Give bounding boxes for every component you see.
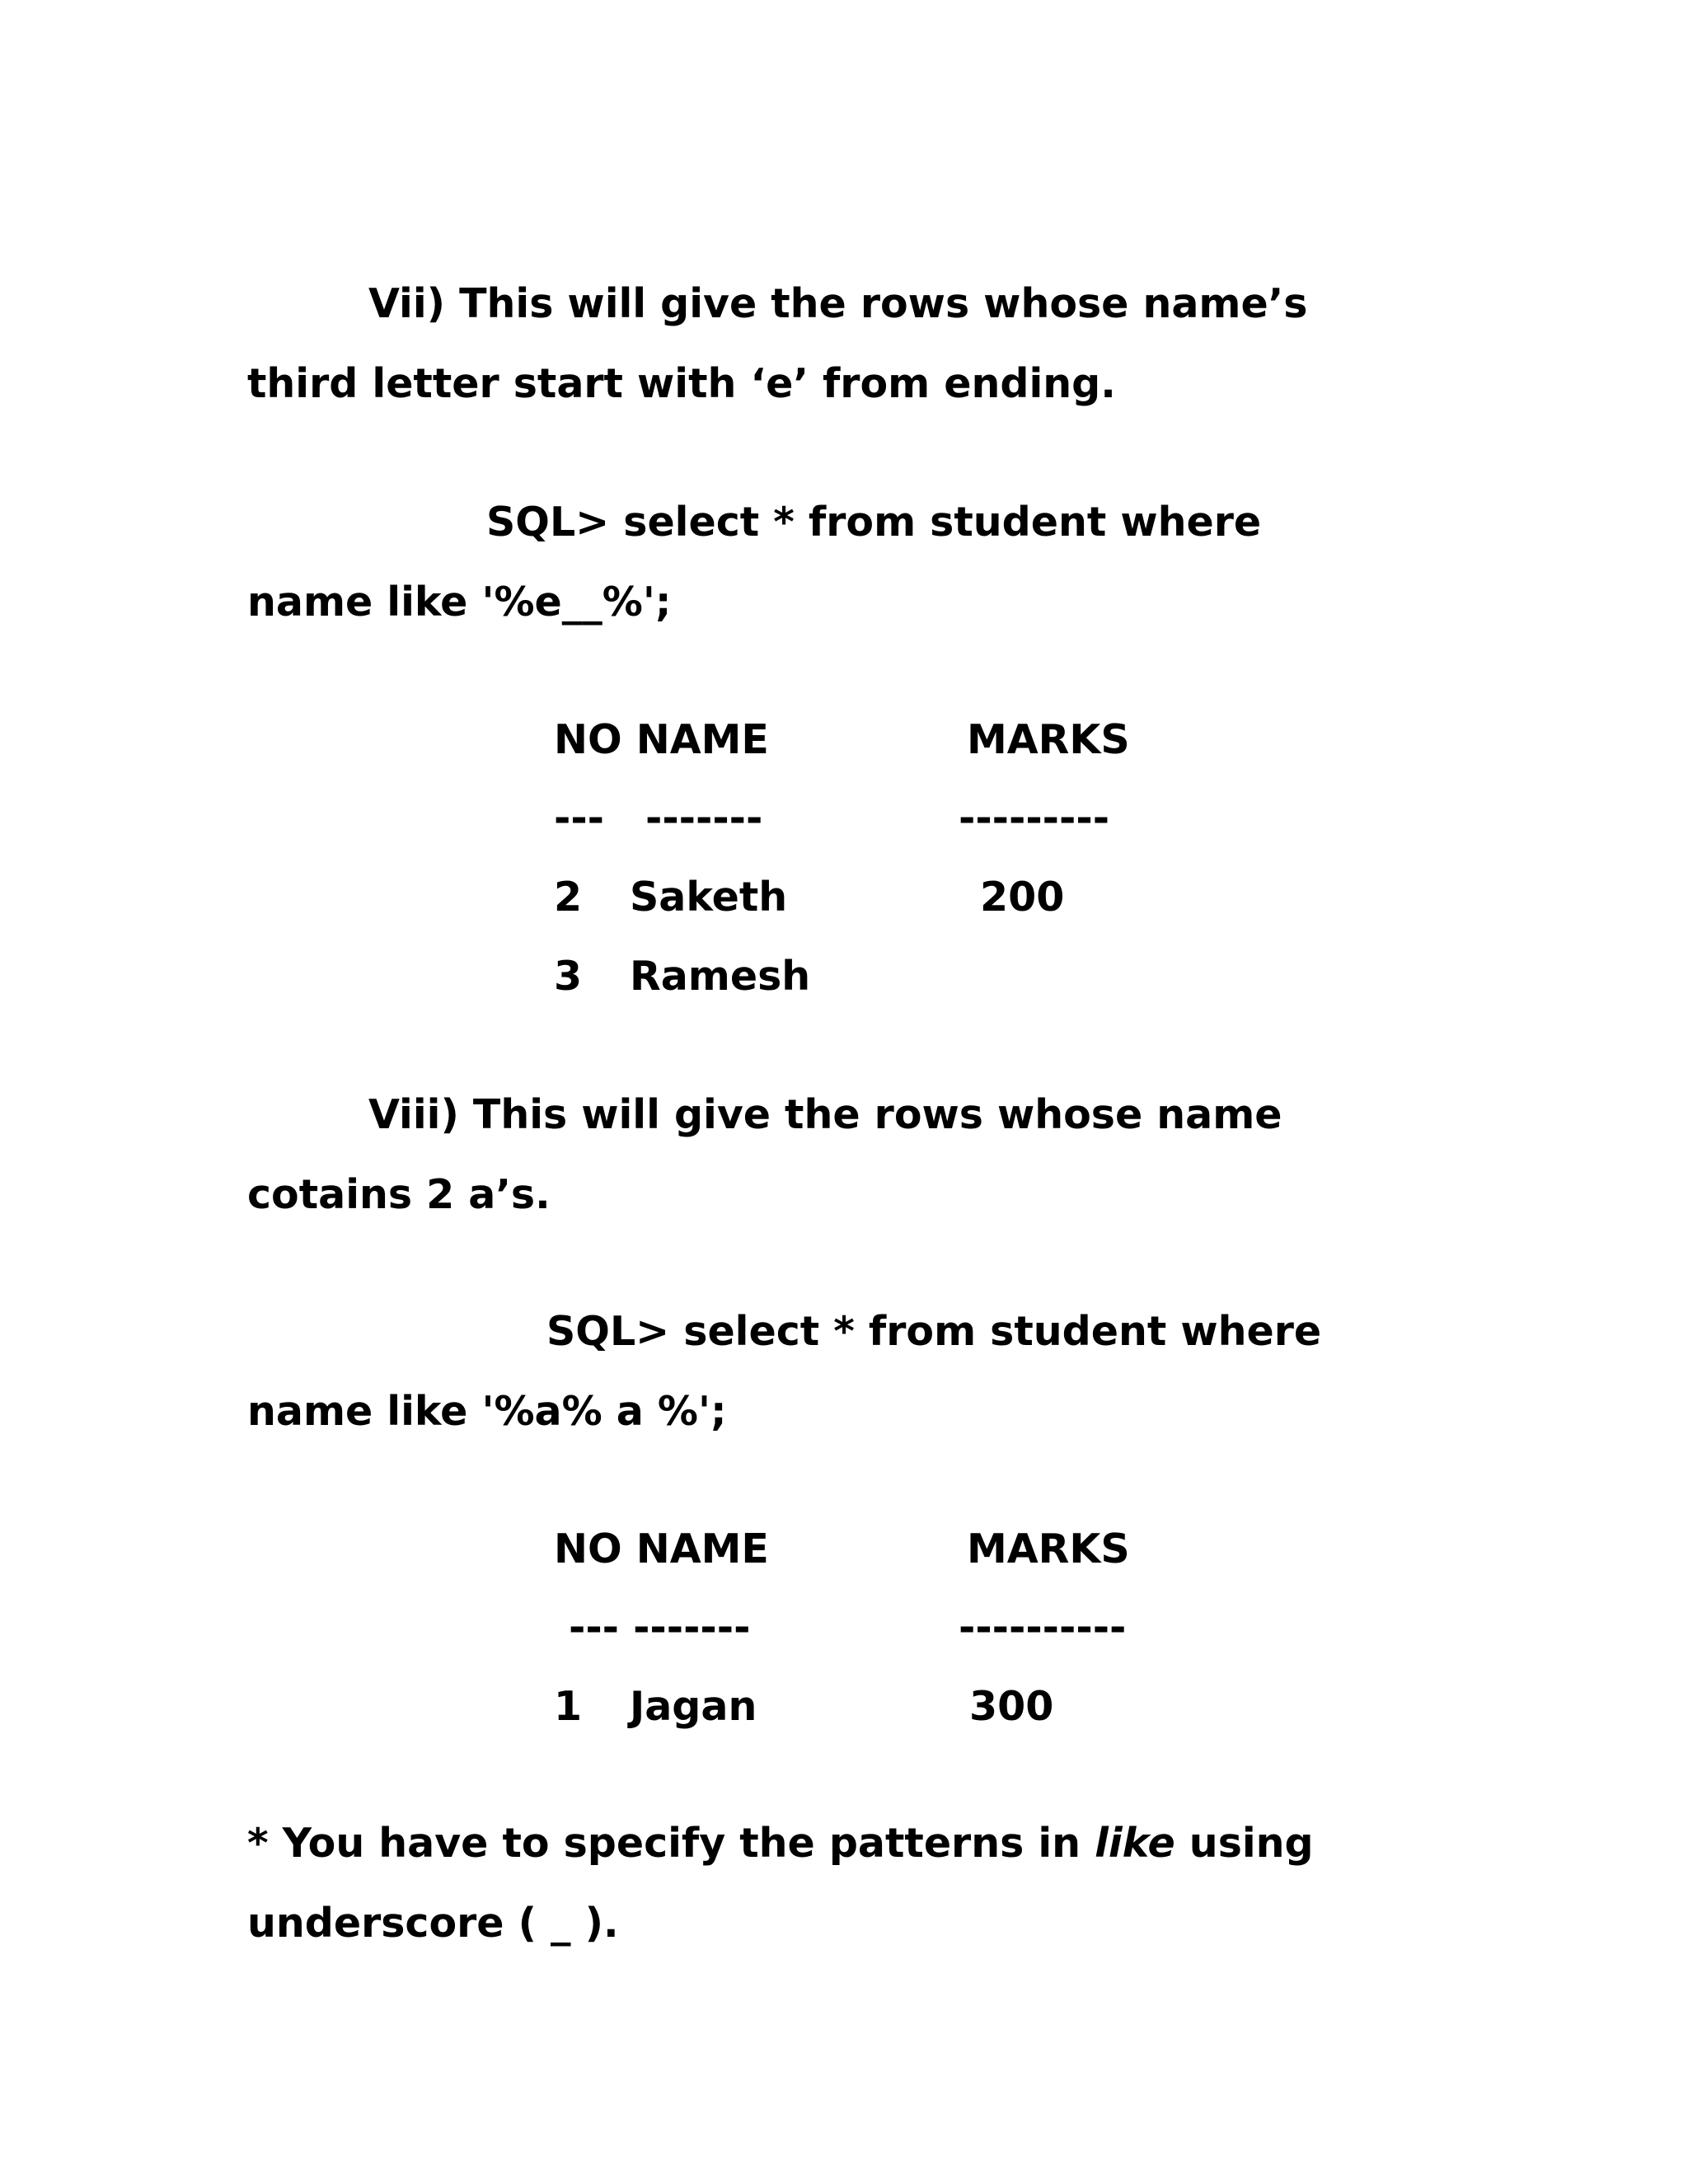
section-viii-sql-line2: name like '%a% a %'; [247, 1388, 727, 1435]
note-line1-suffix: using [1175, 1820, 1314, 1867]
row-name: Saketh [630, 874, 788, 921]
table-separator-no: --- [554, 794, 605, 841]
table-header-no-name: NO NAME [554, 716, 769, 763]
note-line1 [247, 1820, 1314, 1867]
section-viii-sql-line1: SQL> select * from student where [546, 1308, 1322, 1355]
row-no: 1 [554, 1683, 583, 1730]
section-vii-sql-line2: name like '%e__%'; [247, 579, 672, 626]
table-separator-no-name: --- ------- [569, 1604, 751, 1651]
table-separator-marks: ---------- [959, 1604, 1127, 1651]
section-vii-intro-line2: third letter start with ‘e’ from ending. [247, 360, 1116, 407]
section-viii-intro-line1: Viii) This will give the rows whose name [368, 1091, 1282, 1138]
row-no: 2 [554, 874, 583, 921]
note-line2: underscore ( _ ). [247, 1900, 619, 1947]
row-marks: 300 [969, 1683, 1054, 1730]
row-no: 3 [554, 953, 583, 1000]
section-vii-intro-line1: Vii) This will give the rows whose name’s [368, 280, 1308, 327]
note-keyword-like: like [1095, 1820, 1175, 1867]
table-header-no-name: NO NAME [554, 1526, 769, 1572]
section-vii-sql-line1: SQL> select * from student where [486, 499, 1262, 546]
table-header-marks: MARKS [967, 1526, 1130, 1572]
row-name: Ramesh [630, 953, 811, 1000]
row-marks: 200 [980, 874, 1065, 921]
note-line1-prefix: * You have to specify the patterns in [247, 1820, 1095, 1867]
section-viii-intro-line2: cotains 2 a’s. [247, 1171, 551, 1218]
table-separator-marks: --------- [959, 794, 1110, 841]
table-separator-name: ------- [645, 794, 763, 841]
table-header-marks: MARKS [967, 716, 1130, 763]
row-name: Jagan [630, 1683, 757, 1730]
